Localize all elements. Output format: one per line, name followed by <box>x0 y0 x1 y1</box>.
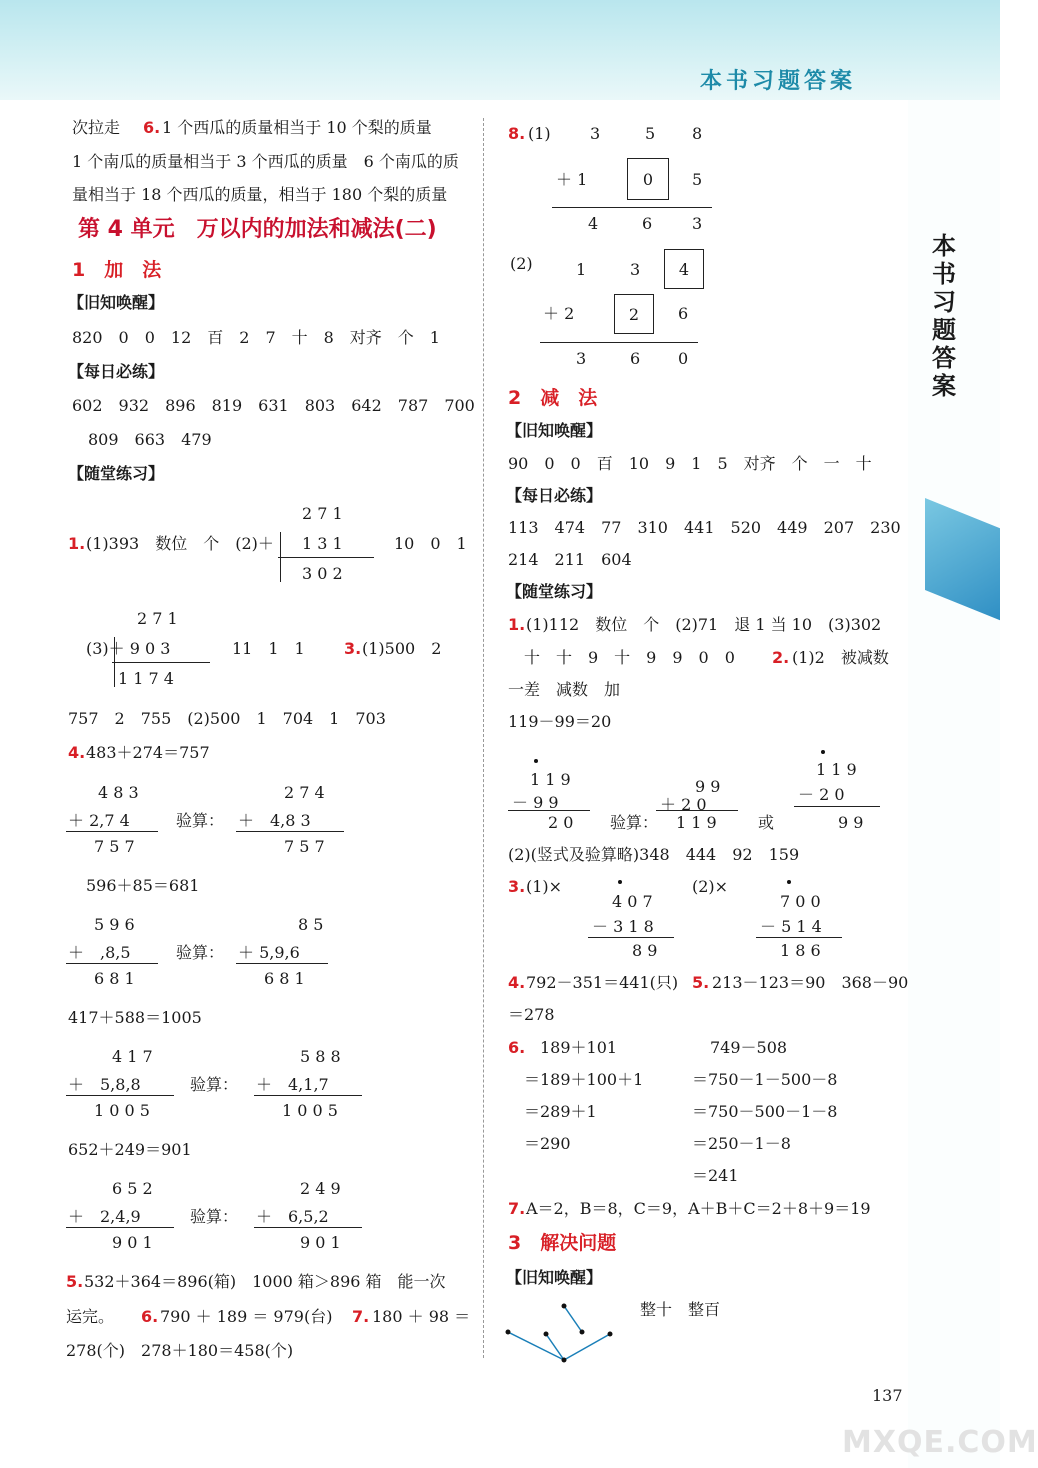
add2-top: 5 9 6 <box>94 915 135 934</box>
sub1d-line <box>794 806 880 807</box>
p2-mid-3: 6 <box>678 304 689 323</box>
add1-top: 4 8 3 <box>98 783 139 802</box>
p2-top-box: 4 <box>664 249 704 289</box>
tree-labels: 整十 整百 <box>640 1300 721 1319</box>
r-q3-a: (1)× <box>526 877 563 896</box>
add3c-top: 5 8 8 <box>300 1047 341 1066</box>
q1-number: 1. <box>68 534 86 553</box>
add2c-top: 8 5 <box>298 915 324 934</box>
p1-mid-1: ＋ 1 <box>556 170 588 189</box>
add1-mid: ＋ 2,7 4 <box>68 811 130 830</box>
q8-part1: (1) <box>528 124 551 143</box>
q3-number: 3. <box>344 639 362 658</box>
check-label-5: 验算： <box>610 813 659 832</box>
p1-top-1: 3 <box>590 124 601 143</box>
q5-text: 532＋364＝896(箱) 1000 箱＞896 箱 能一次 <box>84 1272 446 1291</box>
r-q5-number: 5. <box>692 973 710 992</box>
q6-number-left: 6. <box>141 1307 159 1326</box>
q8-part2: (2) <box>510 254 533 273</box>
label-daily: 【每日必练】 <box>68 362 165 381</box>
p1-res-2: 6 <box>642 214 653 233</box>
p2-mid-1: ＋ 2 <box>543 304 575 323</box>
calc1-line4: ＝290 <box>524 1134 571 1153</box>
daily-answers-2: 809 663 479 <box>88 430 212 449</box>
r-q5-text-b: ＝278 <box>508 1005 555 1024</box>
sub1c-top: 9 9 <box>695 777 721 796</box>
add1c-top: 2 7 4 <box>284 783 325 802</box>
label-practice: 【随堂练习】 <box>68 464 165 483</box>
equation-2: 596＋85＝681 <box>86 876 200 895</box>
header-title: 本书习题答案 <box>700 68 857 94</box>
sub1c-result: 1 1 9 <box>676 813 717 832</box>
sub1-mid: － 9 9 <box>512 793 559 812</box>
add2-result: 6 8 1 <box>94 969 135 988</box>
p1-top-2: 5 <box>645 124 656 143</box>
daily-answers-4: 214 211 604 <box>508 550 632 569</box>
check-label-1: 验算： <box>176 811 225 830</box>
calc2-line1: 749－508 <box>710 1038 788 1057</box>
borrow-dot-4 <box>787 880 791 884</box>
borrow-dot-3 <box>618 880 622 884</box>
add4c-line <box>254 1227 362 1228</box>
equation-3: 417＋588＝1005 <box>68 1008 202 1027</box>
sub3b-line <box>756 937 842 938</box>
q1-text: (1)393 数位 个 (2)＋ <box>86 534 274 553</box>
review-answers: 820 0 0 12 百 2 7 十 8 对齐 个 1 <box>72 328 440 347</box>
borrow-dot <box>534 759 538 763</box>
calc1-line2: ＝189＋100＋1 <box>524 1070 644 1089</box>
add3c-result: 1 0 0 5 <box>282 1101 338 1120</box>
r-q5-text: 213－123＝90 368－90 <box>712 973 909 992</box>
calc1-line3: ＝289＋1 <box>524 1102 597 1121</box>
check-label-3: 验算： <box>190 1075 239 1094</box>
sub1c-mid: ＋ 2 0 <box>660 795 707 814</box>
side-title: 本书习题答案 <box>932 231 956 400</box>
r-q4-number: 4. <box>508 973 526 992</box>
q7-text-b: 278(个) 278＋180＝458(个) <box>66 1341 294 1360</box>
section-problems: 3 解决问题 <box>508 1232 617 1254</box>
sub1-line <box>508 810 590 811</box>
sub1d-result: 9 9 <box>838 813 864 832</box>
q6-number: 6. <box>143 118 161 137</box>
r-q1-text-b: 十 十 9 十 9 9 0 0 <box>524 648 735 667</box>
r-q3-b: (2)× <box>692 877 729 896</box>
q2-tail: 11 1 1 <box>232 639 305 658</box>
r-q2-text-b: 一差 减数 加 <box>508 680 621 699</box>
p2-line <box>540 342 698 343</box>
q8-number: 8. <box>508 124 526 143</box>
label-daily-2: 【每日必练】 <box>506 486 603 505</box>
vertical-1-result: 3 0 2 <box>302 564 343 583</box>
p1-res-1: 4 <box>588 214 599 233</box>
add3-top: 4 1 7 <box>112 1047 153 1066</box>
q7-text: 180 ＋ 98 ＝ <box>372 1307 471 1326</box>
sub1d-top: 1 1 9 <box>816 760 857 779</box>
add4c-result: 9 0 1 <box>300 1233 341 1252</box>
daily-answers-1: 602 932 896 819 631 803 642 787 700 <box>72 396 475 415</box>
sub3b-result: 1 8 6 <box>780 941 821 960</box>
unit-title: 第 4 单元 万以内的加法和减法(二) <box>78 217 437 242</box>
vertical-2-bracket <box>114 637 115 687</box>
sub3-line <box>588 937 674 938</box>
add4c-mid: ＋ 6,5,2 <box>256 1207 329 1226</box>
sub3-top: 4 0 7 <box>612 892 653 911</box>
p2-mid-box: 2 <box>614 294 654 334</box>
q6-text: 790 ＋ 189 ＝ 979(台) <box>160 1307 333 1326</box>
sub3b-top: 7 0 0 <box>780 892 821 911</box>
label-practice-2: 【随堂练习】 <box>506 582 603 601</box>
vertical-1-mid: 1 3 1 <box>302 534 343 553</box>
calc2-line2: ＝750－1－500－8 <box>692 1070 838 1089</box>
p2-top-1: 1 <box>576 260 587 279</box>
add3c-mid: ＋ 4,1,7 <box>256 1075 329 1094</box>
calc2-line4: ＝250－1－8 <box>692 1134 791 1153</box>
vertical-2-result: 1 1 7 4 <box>118 669 174 688</box>
q5-number: 5. <box>66 1272 84 1291</box>
add4-top: 6 5 2 <box>112 1179 153 1198</box>
add2c-line <box>236 963 328 964</box>
add2-line <box>66 963 158 964</box>
add4-mid: ＋ 2,4,9 <box>68 1207 141 1226</box>
r-q2-number: 2. <box>772 648 790 667</box>
add2c-mid: ＋ 5,9,6 <box>238 943 300 962</box>
review-answers-2: 90 0 0 百 10 9 1 5 对齐 个 一 十 <box>508 454 872 473</box>
section-subtraction: 2 减 法 <box>508 387 598 409</box>
q4-equation: 483＋274＝757 <box>86 743 210 762</box>
add4c-top: 2 4 9 <box>300 1179 341 1198</box>
sub1c-line <box>656 810 738 811</box>
sub1-top: 1 1 9 <box>530 770 571 789</box>
r-q4-text: 792－351＝441(只) <box>526 973 679 992</box>
p1-res-3: 3 <box>692 214 703 233</box>
q3-answers: 757 2 755 (2)500 1 704 1 703 <box>68 709 386 728</box>
r-q7-text: A＝2，B＝8，C＝9，A＋B＋C＝2＋8＋9＝19 <box>526 1199 871 1218</box>
p2-res-3: 0 <box>678 349 689 368</box>
q4-number: 4. <box>68 743 86 762</box>
add1-result: 7 5 7 <box>94 837 135 856</box>
matching-diagram <box>500 1296 620 1368</box>
calc2-line3: ＝750－500－1－8 <box>692 1102 838 1121</box>
add2c-result: 6 8 1 <box>264 969 305 988</box>
sub1d-mid: － 2 0 <box>798 785 845 804</box>
equation-4: 652＋249＝901 <box>68 1140 192 1159</box>
add2-mid: ＋ ,8,5 <box>68 943 131 962</box>
label-review-3: 【旧知唤醒】 <box>506 1268 603 1287</box>
add1c-mid: ＋ 4,8 3 <box>238 811 311 830</box>
calc2-line5: ＝241 <box>692 1166 739 1185</box>
vertical-1-bracket <box>280 532 281 582</box>
sub3-result: 8 9 <box>632 941 658 960</box>
vertical-1-line <box>278 557 374 558</box>
add3-result: 1 0 0 5 <box>94 1101 150 1120</box>
r-q3-number: 3. <box>508 877 526 896</box>
p2-top-2: 3 <box>630 260 641 279</box>
vertical-2-line <box>112 662 210 663</box>
left-line-3: 量相当于 18 个西瓜的质量，相当于 180 个梨的质量 <box>72 185 448 204</box>
q3-text: (1)500 2 <box>362 639 442 658</box>
sub3-mid: － 3 1 8 <box>592 917 654 936</box>
vertical-1-top: 2 7 1 <box>302 504 343 523</box>
add3c-line <box>254 1095 362 1096</box>
add3-mid: ＋ 5,8,8 <box>68 1075 141 1094</box>
label-review-2: 【旧知唤醒】 <box>506 421 603 440</box>
vertical-2-top: 2 7 1 <box>137 609 178 628</box>
r-q7-number: 7. <box>508 1199 526 1218</box>
q1-tail: 10 0 1 <box>394 534 467 553</box>
r-q1-number: 1. <box>508 615 526 634</box>
p1-line <box>552 207 712 208</box>
q7-number: 7. <box>352 1307 370 1326</box>
borrow-dot-2 <box>821 750 825 754</box>
label-review: 【旧知唤醒】 <box>68 293 165 312</box>
vertical-2-mid: (3)＋ 9 0 3 <box>86 639 171 658</box>
p1-mid-3: 5 <box>692 170 703 189</box>
r-q2-text: (1)2 被减数 <box>792 648 889 667</box>
page-number: 137 <box>872 1386 903 1405</box>
check-label-4: 验算： <box>190 1207 239 1226</box>
left-line-2: 1 个南瓜的质量相当于 3 个西瓜的质量 6 个南瓜的质 <box>72 152 459 171</box>
r-q6-number: 6. <box>508 1038 526 1057</box>
add4-result: 9 0 1 <box>112 1233 153 1252</box>
sub1-result: 2 0 <box>548 813 574 832</box>
section-addition: 1 加 法 <box>72 259 162 281</box>
r-equation-1: 119－99＝20 <box>508 712 612 731</box>
left-line-1a: 次拉走 <box>72 118 121 137</box>
add1-line <box>66 831 158 832</box>
add1c-result: 7 5 7 <box>284 837 325 856</box>
column-divider <box>483 118 484 1358</box>
add3-line <box>66 1095 174 1096</box>
q5-text-b: 运完。 <box>66 1307 115 1326</box>
check-label-2: 验算： <box>176 943 225 962</box>
daily-answers-3: 113 474 77 310 441 520 449 207 230 <box>508 518 901 537</box>
add1c-line <box>236 831 344 832</box>
calc1-line1: 189＋101 <box>540 1038 618 1057</box>
add4-line <box>66 1227 174 1228</box>
watermark: MXQE.COM <box>842 1425 1038 1460</box>
r-q2-answers: (2)(竖式及验算略)348 444 92 159 <box>508 845 800 864</box>
or-label: 或 <box>758 813 775 832</box>
p2-res-1: 3 <box>576 349 587 368</box>
sub3b-mid: － 5 1 4 <box>760 917 822 936</box>
p1-mid-box: 0 <box>627 158 669 200</box>
r-q1-text: (1)112 数位 个 (2)71 退 1 当 10 (3)302 <box>526 615 882 634</box>
left-line-1c: 1 个西瓜的质量相当于 10 个梨的质量 <box>162 118 432 137</box>
p1-top-3: 8 <box>692 124 703 143</box>
p2-res-2: 6 <box>630 349 641 368</box>
